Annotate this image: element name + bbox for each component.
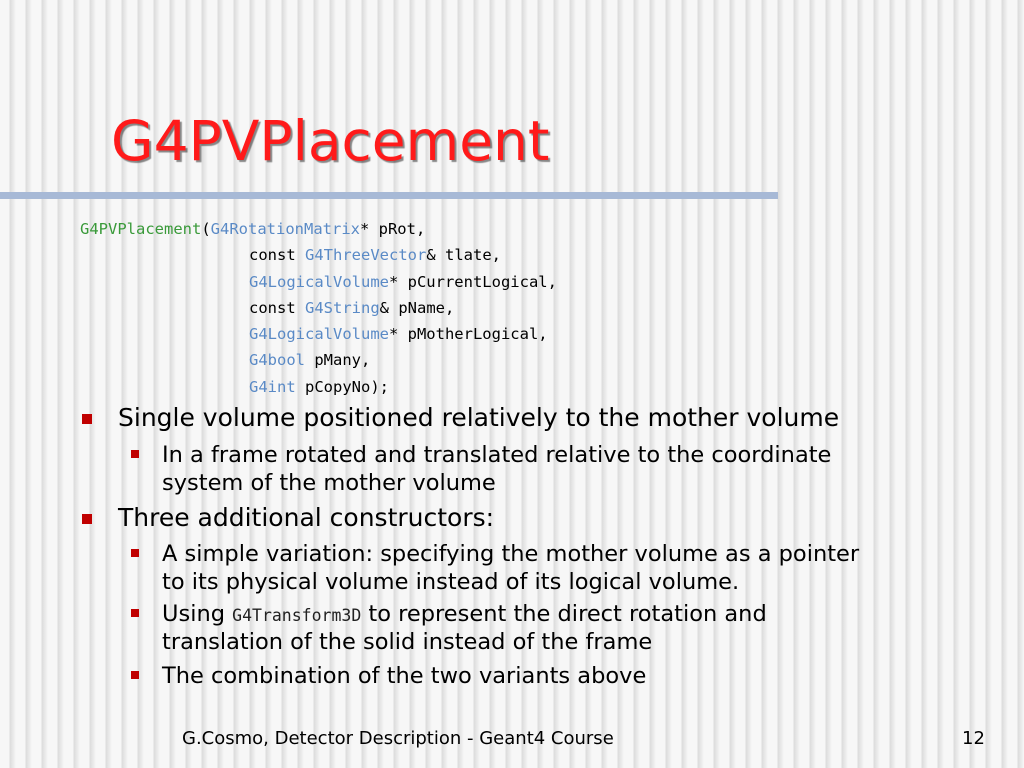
code-line bbox=[80, 374, 557, 400]
bullet-square-icon bbox=[82, 514, 92, 524]
constructor-signature bbox=[80, 216, 557, 400]
bullet-text: In a frame rotated and translated relative to the coordinate bbox=[162, 442, 832, 468]
sub-bullet-continuation bbox=[162, 469, 496, 497]
bullet-square-icon bbox=[131, 450, 139, 458]
page-number: 12 bbox=[962, 728, 985, 749]
bullet-text: to its physical volume instead of its logical volume. bbox=[162, 569, 740, 595]
slide-title: G4PVPlacement bbox=[111, 109, 550, 173]
code-token: G4LogicalVolume bbox=[249, 272, 389, 291]
code-token: G4bool bbox=[249, 351, 305, 370]
code-line bbox=[80, 242, 557, 268]
code-token: G4int bbox=[249, 377, 296, 396]
code-token: G4RotationMatrix bbox=[210, 220, 360, 238]
code-token: G4String bbox=[305, 298, 380, 317]
bullet-square-icon bbox=[131, 671, 139, 679]
code-token: G4PVPlacement bbox=[80, 220, 202, 238]
bullet-square-icon bbox=[131, 549, 139, 557]
inline-code: G4Transform3D bbox=[232, 606, 362, 625]
bullet-text: Using bbox=[162, 601, 233, 627]
bullet-square-icon bbox=[82, 414, 92, 424]
code-token: pMany, bbox=[305, 351, 371, 370]
bullet-text: to represent the direct rotation and bbox=[361, 601, 767, 627]
code-token: * pCurrentLogical, bbox=[388, 272, 557, 291]
code-token: ( bbox=[201, 220, 211, 238]
code-line bbox=[80, 216, 557, 242]
bullet-item bbox=[118, 403, 839, 433]
bullet-text: Three additional constructors: bbox=[118, 503, 495, 532]
sub-bullet-item bbox=[162, 540, 859, 568]
code-token: & pName, bbox=[379, 298, 455, 317]
code-token: pCopyNo); bbox=[295, 377, 389, 396]
bullet-text: The combination of the two variants above bbox=[162, 663, 647, 689]
sub-bullet-item bbox=[162, 441, 831, 469]
sub-bullet-item bbox=[162, 662, 646, 690]
sub-bullet-continuation bbox=[162, 568, 739, 596]
title-divider bbox=[0, 192, 778, 199]
code-token: const bbox=[249, 298, 305, 317]
code-token: G4LogicalVolume bbox=[249, 325, 389, 344]
code-token: * pRot, bbox=[359, 220, 426, 238]
sub-bullet-item bbox=[162, 600, 767, 630]
code-line bbox=[80, 321, 557, 347]
bullet-text: system of the mother volume bbox=[162, 470, 496, 496]
sub-bullet-continuation bbox=[162, 628, 652, 656]
bullet-text: Single volume positioned relatively to the mother volume bbox=[118, 403, 840, 432]
footer-text: G.Cosmo, Detector Description - Geant4 Course bbox=[182, 728, 614, 749]
bullet-text: translation of the solid instead of the frame bbox=[162, 629, 653, 655]
code-token: const bbox=[249, 246, 305, 265]
code-line bbox=[80, 295, 557, 321]
code-token: * pMotherLogical, bbox=[388, 325, 548, 344]
bullet-item bbox=[118, 503, 494, 533]
code-token: & tlate, bbox=[426, 246, 501, 265]
code-token: G4ThreeVector bbox=[305, 246, 427, 265]
bullet-text: A simple variation: specifying the mother volume as a pointer bbox=[162, 541, 860, 567]
code-line bbox=[80, 347, 557, 373]
bullet-square-icon bbox=[131, 609, 139, 617]
code-line bbox=[80, 269, 557, 295]
